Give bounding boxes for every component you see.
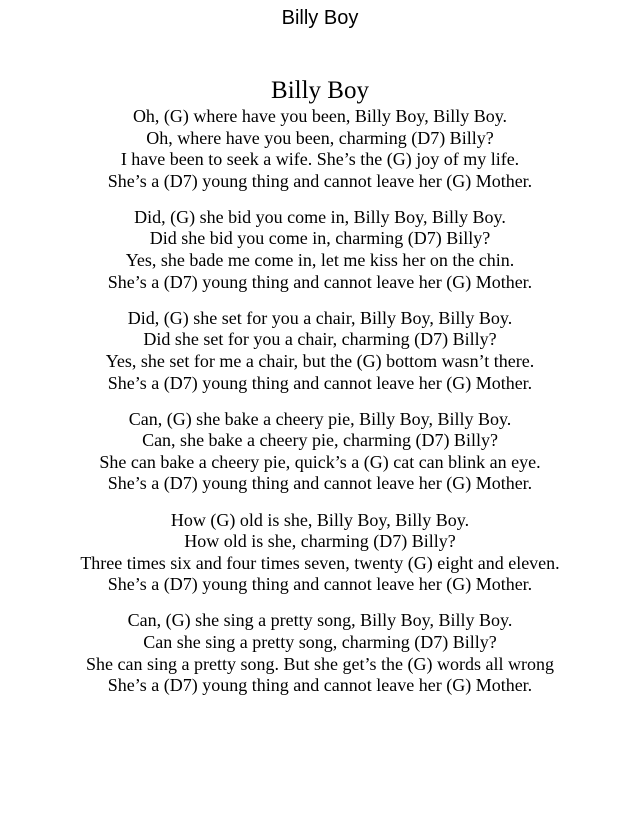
lyric-line: She’s a (D7) young thing and cannot leave her (G) Mother. <box>107 372 533 393</box>
verse-3 <box>0 308 640 394</box>
lyric-line: How old is she, charming (D7) Billy? <box>184 531 456 552</box>
lyric-line: She’s a (D7) young thing and cannot leave her (G) Mother. <box>107 675 533 696</box>
verse-6 <box>0 610 640 696</box>
lyric-line: Did, (G) she set for you a chair, Billy Boy, Billy Boy. <box>127 307 513 328</box>
lyric-line: How (G) old is she, Billy Boy, Billy Boy. <box>170 509 470 530</box>
lyric-line: She can bake a cheery pie, quick’s a (G) cat can blink an eye. <box>99 451 541 472</box>
lyric-line: Yes, she bade me come in, let me kiss her on the chin. <box>125 250 515 271</box>
lyric-line: She’s a (D7) young thing and cannot leave her (G) Mother. <box>107 271 533 292</box>
lyric-line: Did she bid you come in, charming (D7) Billy? <box>149 228 491 249</box>
lyric-line: Yes, she set for me a chair, but the (G) bottom wasn’t there. <box>105 350 535 371</box>
song-lyrics <box>0 76 640 711</box>
lyric-line: Oh, where have you been, charming (D7) Billy? <box>146 127 494 148</box>
page-header-title: Billy Boy <box>281 7 359 29</box>
lyric-line: She’s a (D7) young thing and cannot leave her (G) Mother. <box>107 574 533 595</box>
song-title: Billy Boy <box>271 77 369 104</box>
lyric-line: Can, (G) she bake a cheery pie, Billy Boy, Billy Boy. <box>128 408 512 429</box>
verse-4 <box>0 409 640 495</box>
lyric-line: She can sing a pretty song. But she get’s the (G) words all wrong <box>86 653 554 674</box>
lyric-line: I have been to seek a wife. She’s the (G) joy of my life. <box>120 149 520 170</box>
verse-1 <box>0 106 640 192</box>
verse-5 <box>0 510 640 596</box>
lyric-line: Did she set for you a chair, charming (D7) Billy? <box>143 329 497 350</box>
lyric-line: Oh, (G) where have you been, Billy Boy, Billy Boy. <box>132 106 508 126</box>
lyric-line: Three times six and four times seven, twenty (G) eight and eleven. <box>80 552 560 573</box>
verse-2 <box>0 207 640 293</box>
lyric-line: Can, she bake a cheery pie, charming (D7) Billy? <box>142 430 498 451</box>
lyric-line: Can, (G) she sing a pretty song, Billy Boy, Billy Boy. <box>127 610 513 631</box>
lyric-line: Did, (G) she bid you come in, Billy Boy, Billy Boy. <box>134 206 506 227</box>
lyric-line: She’s a (D7) young thing and cannot leave her (G) Mother. <box>107 473 533 494</box>
lyric-line: Can she sing a pretty song, charming (D7) Billy? <box>143 631 497 652</box>
lyric-line: She’s a (D7) young thing and cannot leave her (G) Mother. <box>107 170 533 191</box>
